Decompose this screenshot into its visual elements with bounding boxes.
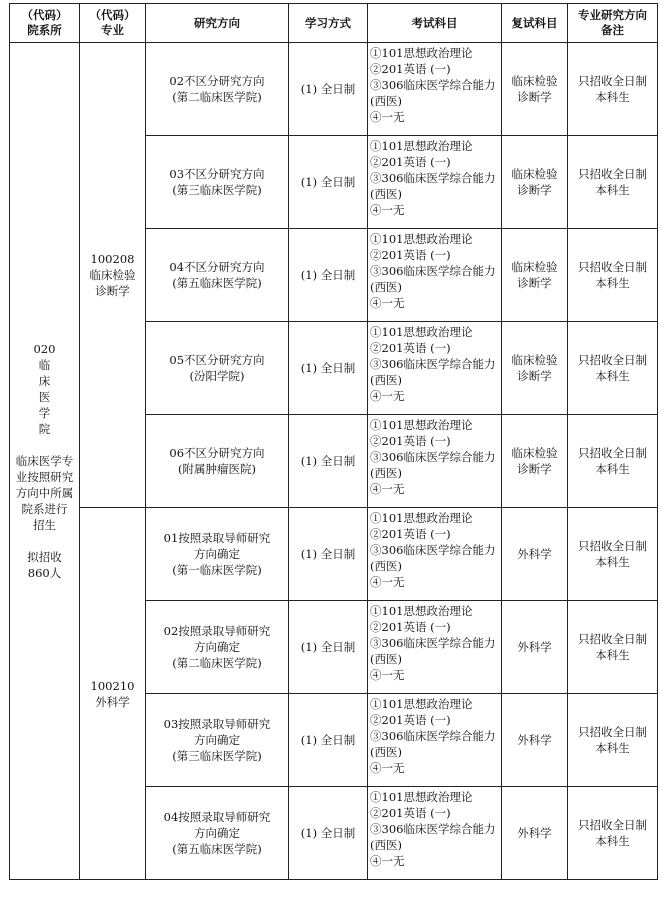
exam-subject: ③306临床医学综合能力 (西医) [370, 357, 496, 387]
mode-cell: (1) 全日制 [289, 787, 368, 880]
note-line: 只招收全日制 [578, 725, 647, 739]
retest-line: 外科学 [517, 640, 552, 654]
exam-subject: ③306临床医学综合能力 (西医) [370, 78, 496, 108]
dept-name-char: 医 [38, 390, 51, 404]
major-name-line: 外科学 [95, 694, 130, 709]
dept-quota-line: 860人 [27, 566, 62, 580]
retest-line: 诊断学 [517, 90, 552, 104]
exam-subject: ③306临床医学综合能力 (西医) [370, 636, 496, 666]
mode-cell: (1) 全日制 [289, 601, 368, 694]
exam-subject: ②201英语 (一) [370, 806, 451, 820]
note-cell [568, 43, 658, 136]
direction-line: 04不区分研究方向 [169, 260, 265, 274]
dept-spacer [12, 533, 77, 549]
retest-line: 诊断学 [517, 183, 552, 197]
retest-cell [502, 415, 568, 508]
note-line: 只招收全日制 [578, 818, 647, 832]
direction-line: 04按照录取导师研究 [163, 810, 271, 824]
retest-line: 外科学 [517, 547, 552, 561]
direction-cell [146, 43, 289, 136]
note-line: 只招收全日制 [578, 167, 647, 181]
mode-cell: (1) 全日制 [289, 508, 368, 601]
dept-code: 020 [33, 342, 56, 356]
retest-cell [502, 322, 568, 415]
exam-subject: ②201英语 (一) [370, 341, 451, 355]
note-line: 本科生 [595, 90, 630, 104]
exam-cell [368, 229, 502, 322]
header-dept-line: （代码） [21, 8, 68, 22]
exam-subject: ④一无 [370, 854, 405, 868]
note-line: 本科生 [595, 648, 630, 662]
note-cell [568, 229, 658, 322]
dept-name-char: 临 [38, 358, 51, 372]
header-note-line: 专业研究方向 [578, 8, 647, 22]
direction-line: 02按照录取导师研究 [163, 624, 271, 638]
exam-subject: ②201英语 (一) [370, 527, 451, 541]
mode-cell: (1) 全日制 [289, 415, 368, 508]
note-line: 本科生 [595, 369, 630, 383]
header-exam: 考试科目 [368, 4, 502, 43]
note-line: 只招收全日制 [578, 446, 647, 460]
direction-line: (第一临床医学院) [172, 563, 262, 577]
retest-line: 临床检验 [511, 167, 558, 181]
direction-cell [146, 415, 289, 508]
note-cell [568, 694, 658, 787]
mode-cell: (1) 全日制 [289, 43, 368, 136]
dept-spacer [12, 437, 77, 453]
dept-cell [10, 43, 80, 880]
exam-subject: ①101思想政治理论 [370, 790, 473, 804]
header-row [10, 4, 658, 43]
retest-line: 临床检验 [511, 353, 558, 367]
exam-subject: ①101思想政治理论 [370, 139, 473, 153]
table-row [10, 508, 658, 601]
exam-subject: ③306临床医学综合能力 (西医) [370, 822, 496, 852]
major-name-line: 诊断学 [95, 284, 130, 298]
retest-line: 外科学 [517, 733, 552, 747]
exam-subject: ③306临床医学综合能力 (西医) [370, 264, 496, 294]
retest-line: 诊断学 [517, 369, 552, 383]
exam-subject: ④一无 [370, 482, 405, 496]
exam-subject: ④一无 [370, 296, 405, 310]
note-line: 本科生 [595, 183, 630, 197]
note-line: 本科生 [595, 555, 630, 569]
exam-subject: ④一无 [370, 110, 405, 124]
direction-line: 方向确定 [194, 733, 240, 747]
direction-line: 02不区分研究方向 [169, 74, 265, 88]
exam-subject: ①101思想政治理论 [370, 46, 473, 60]
retest-line: 临床检验 [511, 74, 558, 88]
exam-subject: ②201英语 (一) [370, 620, 451, 634]
retest-cell [502, 136, 568, 229]
admissions-table [9, 3, 658, 880]
note-cell [568, 787, 658, 880]
retest-cell [502, 694, 568, 787]
header-note-line: 备注 [601, 23, 624, 37]
exam-subject: ①101思想政治理论 [370, 604, 473, 618]
exam-subject: ②201英语 (一) [370, 155, 451, 169]
note-line: 只招收全日制 [578, 632, 647, 646]
direction-line: (第二临床医学院) [172, 656, 262, 670]
retest-line: 临床检验 [511, 446, 558, 460]
direction-line: 方向确定 [194, 640, 240, 654]
mode-cell: (1) 全日制 [289, 229, 368, 322]
exam-subject: ③306临床医学综合能力 (西医) [370, 450, 496, 480]
exam-cell [368, 43, 502, 136]
exam-subject: ①101思想政治理论 [370, 418, 473, 432]
retest-line: 临床检验 [511, 260, 558, 274]
note-line: 本科生 [595, 741, 630, 755]
header-major-line: （代码） [89, 8, 136, 22]
direction-cell [146, 601, 289, 694]
direction-line: 05不区分研究方向 [169, 353, 265, 367]
direction-line: (第三临床医学院) [172, 749, 262, 763]
note-line: 只招收全日制 [578, 353, 647, 367]
exam-subject: ②201英语 (一) [370, 434, 451, 448]
retest-cell [502, 43, 568, 136]
direction-cell [146, 787, 289, 880]
header-direction: 研究方向 [146, 4, 289, 43]
direction-line: (第三临床医学院) [172, 183, 262, 197]
note-cell [568, 322, 658, 415]
header-retest: 复试科目 [502, 4, 568, 43]
note-cell [568, 601, 658, 694]
note-cell [568, 415, 658, 508]
direction-cell [146, 694, 289, 787]
direction-line: (第二临床医学院) [172, 90, 262, 104]
note-line: 只招收全日制 [578, 260, 647, 274]
direction-line: 03按照录取导师研究 [163, 717, 271, 731]
exam-cell [368, 508, 502, 601]
direction-line: (附属肿瘤医院) [178, 462, 256, 476]
exam-subject: ①101思想政治理论 [370, 697, 473, 711]
note-line: 只招收全日制 [578, 539, 647, 553]
retest-line: 外科学 [517, 826, 552, 840]
direction-line: (第五临床医学院) [172, 842, 262, 856]
direction-line: 03不区分研究方向 [169, 167, 265, 181]
note-line: 只招收全日制 [578, 74, 647, 88]
note-line: 本科生 [595, 462, 630, 476]
direction-cell [146, 322, 289, 415]
exam-subject: ④一无 [370, 668, 405, 682]
exam-cell [368, 787, 502, 880]
note-cell [568, 136, 658, 229]
exam-subject: ④一无 [370, 575, 405, 589]
exam-subject: ②201英语 (一) [370, 62, 451, 76]
major-code: 100208 [90, 252, 135, 266]
major-name-line: 临床检验 [89, 268, 136, 282]
dept-desc-line: 临床医学专 [15, 454, 74, 468]
exam-cell [368, 694, 502, 787]
dept-quota-line: 拟招收 [27, 550, 62, 564]
retest-cell [502, 601, 568, 694]
direction-line: (汾阳学院) [189, 369, 245, 383]
direction-cell [146, 136, 289, 229]
exam-subject: ③306临床医学综合能力 (西医) [370, 543, 496, 573]
major-cell [80, 508, 146, 880]
major-cell [80, 43, 146, 508]
dept-desc-line: 业按照研究 [15, 470, 74, 484]
exam-cell [368, 322, 502, 415]
major-code: 100210 [90, 678, 135, 693]
direction-cell [146, 508, 289, 601]
header-major-line: 专业 [101, 23, 124, 37]
direction-line: 方向确定 [194, 547, 240, 561]
direction-line: 06不区分研究方向 [169, 446, 265, 460]
retest-cell [502, 229, 568, 322]
dept-desc-line: 院系进行 [21, 502, 68, 516]
direction-line: 01按照录取导师研究 [163, 531, 271, 545]
direction-line: 方向确定 [194, 826, 240, 840]
header-dept [10, 4, 80, 43]
exam-subject: ④一无 [370, 761, 405, 775]
exam-subject: ④一无 [370, 203, 405, 217]
retest-cell [502, 508, 568, 601]
note-line: 本科生 [595, 834, 630, 848]
header-mode: 学习方式 [289, 4, 368, 43]
header-dept-line: 院系所 [27, 23, 62, 37]
exam-subject: ①101思想政治理论 [370, 325, 473, 339]
exam-subject: ③306临床医学综合能力 (西医) [370, 171, 496, 201]
retest-line: 诊断学 [517, 462, 552, 476]
retest-line: 诊断学 [517, 276, 552, 290]
dept-name-char: 床 [38, 374, 51, 388]
table-row [10, 43, 658, 136]
dept-desc-line: 招生 [33, 518, 56, 532]
exam-subject: ③306临床医学综合能力 (西医) [370, 729, 496, 759]
dept-desc-line: 方向中所属 [15, 486, 74, 500]
exam-cell [368, 601, 502, 694]
mode-cell: (1) 全日制 [289, 322, 368, 415]
mode-cell: (1) 全日制 [289, 136, 368, 229]
exam-cell [368, 136, 502, 229]
table-body [10, 43, 658, 880]
dept-name-char: 院 [38, 422, 51, 436]
exam-subject: ②201英语 (一) [370, 248, 451, 262]
header-major [80, 4, 146, 43]
dept-name-char: 学 [38, 406, 51, 420]
note-cell [568, 508, 658, 601]
note-line: 本科生 [595, 276, 630, 290]
direction-cell [146, 229, 289, 322]
retest-cell [502, 787, 568, 880]
mode-cell: (1) 全日制 [289, 694, 368, 787]
exam-cell [368, 415, 502, 508]
direction-line: (第五临床医学院) [172, 276, 262, 290]
header-note [568, 4, 658, 43]
exam-subject: ①101思想政治理论 [370, 511, 473, 525]
exam-subject: ②201英语 (一) [370, 713, 451, 727]
exam-subject: ④一无 [370, 389, 405, 403]
exam-subject: ①101思想政治理论 [370, 232, 473, 246]
